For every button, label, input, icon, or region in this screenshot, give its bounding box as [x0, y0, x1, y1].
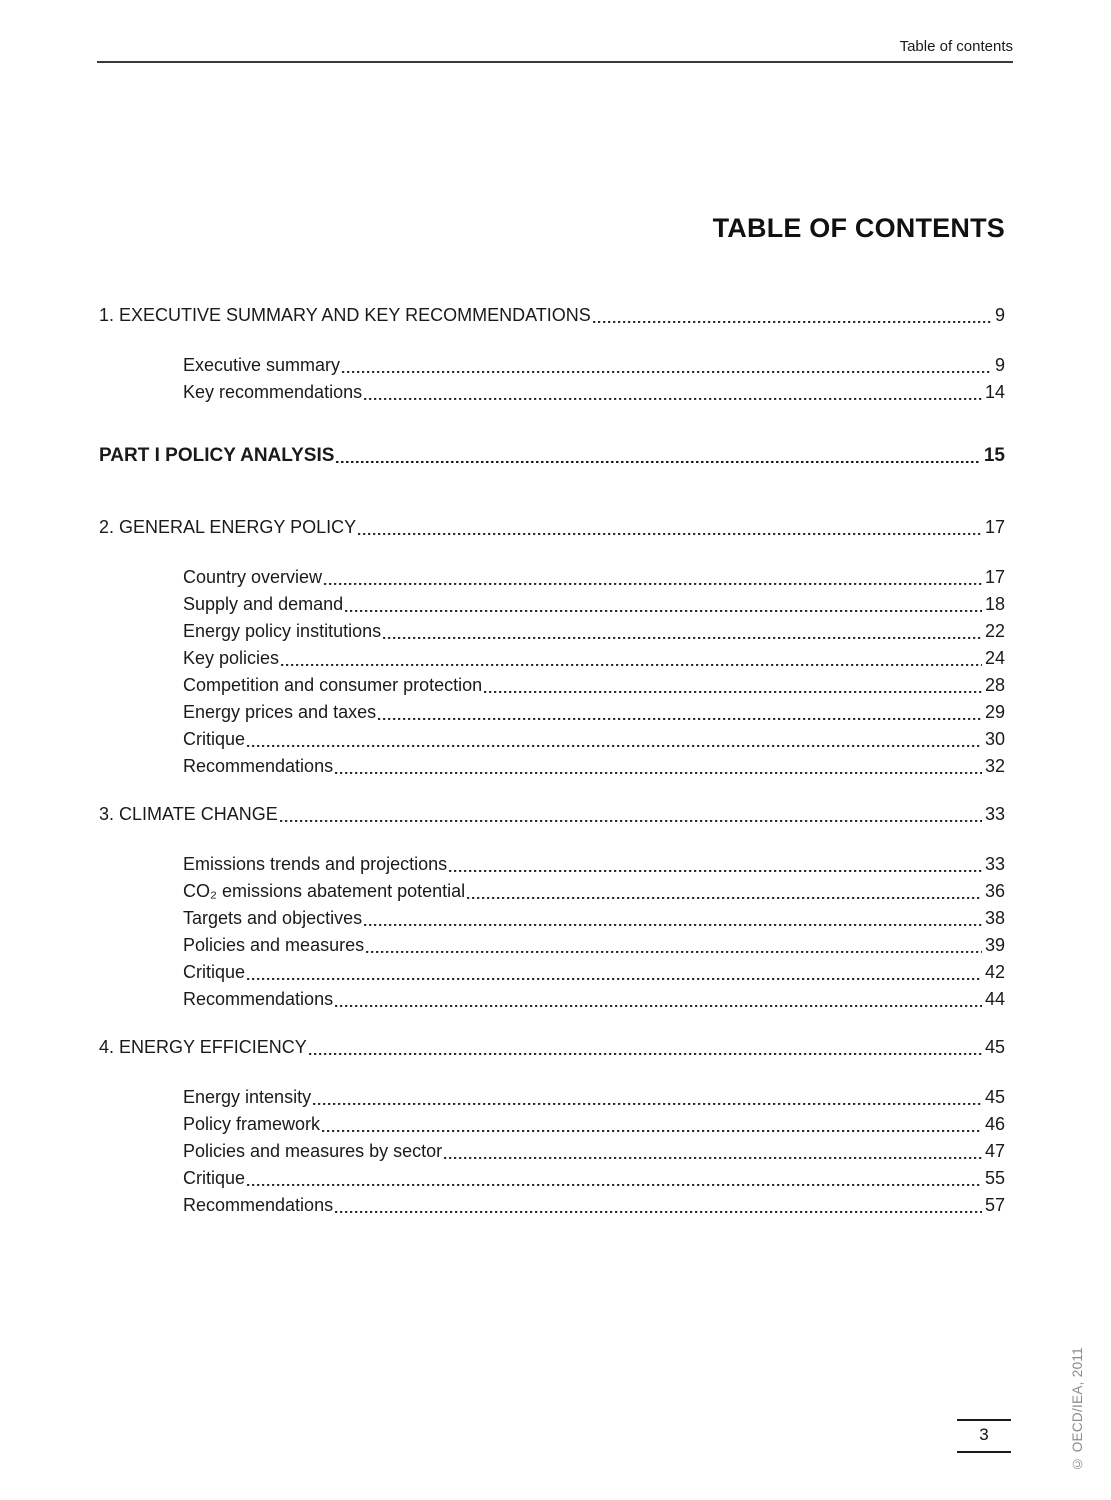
dot-leader [335, 986, 982, 1013]
toc-sub-entry [99, 851, 1005, 878]
toc-entry-page: 45 [984, 1037, 1005, 1057]
toc-chapter-entry [99, 514, 1005, 541]
toc-sub-entry [99, 905, 1005, 932]
toc-sub-entry [99, 1111, 1005, 1138]
toc-entry-label: 1. EXECUTIVE SUMMARY AND KEY RECOMMENDATIONS [99, 305, 591, 325]
toc-part-entry [99, 442, 1005, 469]
toc-entry-label: Energy prices and taxes [183, 702, 377, 722]
toc-entry-label: 4. ENERGY EFFICIENCY [99, 1037, 307, 1057]
toc-subentries [99, 1084, 1005, 1219]
toc-sub-entry [99, 1165, 1005, 1192]
toc-sub-entry [99, 1192, 1005, 1219]
toc-entry-page: 32 [984, 756, 1005, 776]
toc-content [99, 0, 1005, 1219]
toc-chapter-entry [99, 801, 1005, 828]
dot-leader [281, 645, 982, 672]
toc-entry-page: 47 [984, 1141, 1005, 1161]
toc-entry-label: Competition and consumer protection [183, 675, 483, 695]
toc-entry-label: Policy framework [183, 1114, 321, 1134]
toc-sub-entry [99, 753, 1005, 780]
toc-section-4 [99, 1034, 1005, 1219]
copyright-notice: © OECD/IEA, 2011 [1070, 1347, 1085, 1472]
toc-sub-entry [99, 986, 1005, 1013]
toc-subentries [99, 352, 1005, 406]
toc-sub-entry [99, 564, 1005, 591]
toc-sub-entry [99, 1084, 1005, 1111]
running-header: Table of contents [97, 38, 1013, 63]
toc-sub-entry [99, 878, 1005, 905]
toc-entry-page: 57 [984, 1195, 1005, 1215]
toc-entry-page: 46 [984, 1114, 1005, 1134]
dot-leader [366, 932, 982, 959]
toc-entry-label: Recommendations [183, 756, 334, 776]
dot-leader [378, 699, 982, 726]
toc-chapter-entry [99, 302, 1005, 329]
dot-leader [449, 851, 982, 878]
toc-entry-page: 17 [984, 567, 1005, 587]
dot-leader [335, 1192, 982, 1219]
dot-leader [247, 726, 982, 753]
toc-sub-entry [99, 591, 1005, 618]
toc-section-1 [99, 302, 1005, 406]
toc-entry-label: Key policies [183, 648, 280, 668]
dot-leader [322, 1111, 982, 1138]
toc-chapter-entry [99, 1034, 1005, 1061]
toc-sub-entry [99, 1138, 1005, 1165]
toc-section-3 [99, 801, 1005, 1013]
toc-sub-entry [99, 726, 1005, 753]
toc-entry-label: Policies and measures [183, 935, 365, 955]
toc-subentries [99, 564, 1005, 780]
page-number: 3 [957, 1419, 1011, 1453]
dot-leader [358, 514, 982, 541]
toc-entry-label: Supply and demand [183, 594, 344, 614]
toc-entry-page: 29 [984, 702, 1005, 722]
toc-entry-page: 9 [994, 305, 1005, 325]
toc-sub-entry [99, 959, 1005, 986]
toc-entry-page: 18 [984, 594, 1005, 614]
toc-section-2 [99, 514, 1005, 780]
page-title: TABLE OF CONTENTS [712, 213, 1005, 243]
dot-leader [364, 379, 982, 406]
toc-entry-label: Recommendations [183, 1195, 334, 1215]
toc-entry-label: Critique [183, 1168, 246, 1188]
toc-entry-label: Key recommendations [183, 382, 363, 402]
toc-entry-label: Policies and measures by sector [183, 1141, 443, 1161]
toc-entry-page: 39 [984, 935, 1005, 955]
toc-entry-page: 14 [984, 382, 1005, 402]
toc-section-part-1 [99, 442, 1005, 469]
toc-entry-label: CO₂ emissions abatement potential [183, 881, 466, 901]
toc-entry-page: 9 [994, 355, 1005, 375]
toc-entry-label: Executive summary [183, 355, 341, 375]
toc-entry-page: 28 [984, 675, 1005, 695]
toc-entry-page: 22 [984, 621, 1005, 641]
toc-entry-page: 33 [984, 854, 1005, 874]
toc-entry-page: 45 [984, 1087, 1005, 1107]
toc-entry-page: 42 [984, 962, 1005, 982]
dot-leader [309, 1034, 982, 1061]
toc-entry-page: 15 [983, 445, 1005, 466]
toc-entry-page: 38 [984, 908, 1005, 928]
dot-leader [324, 564, 982, 591]
toc-entry-page: 24 [984, 648, 1005, 668]
toc-sub-entry [99, 645, 1005, 672]
toc-entry-label: 2. GENERAL ENERGY POLICY [99, 517, 357, 537]
dot-leader [484, 672, 982, 699]
toc-entry-label: Recommendations [183, 989, 334, 1009]
dot-leader [383, 618, 982, 645]
dot-leader [247, 1165, 982, 1192]
toc-entry-label: Country overview [183, 567, 323, 587]
dot-leader [280, 801, 982, 828]
toc-entry-label: Critique [183, 729, 246, 749]
toc-entry-page: 55 [984, 1168, 1005, 1188]
toc-entry-page: 33 [984, 804, 1005, 824]
toc-sub-entry [99, 932, 1005, 959]
table-of-contents [99, 302, 1005, 1219]
toc-sub-entry [99, 699, 1005, 726]
toc-entry-label: 3. CLIMATE CHANGE [99, 804, 278, 824]
toc-entry-label: Energy intensity [183, 1087, 312, 1107]
dot-leader [335, 753, 982, 780]
dot-leader [247, 959, 982, 986]
dot-leader [342, 352, 992, 379]
toc-sub-entry [99, 352, 1005, 379]
toc-sub-entry [99, 618, 1005, 645]
dot-leader [345, 591, 982, 618]
dot-leader [313, 1084, 982, 1111]
toc-entry-page: 30 [984, 729, 1005, 749]
toc-entry-label: PART I POLICY ANALYSIS [99, 445, 335, 466]
dot-leader [467, 878, 982, 905]
toc-entry-page: 17 [984, 517, 1005, 537]
toc-sub-entry [99, 379, 1005, 406]
dot-leader [336, 442, 980, 469]
dot-leader [444, 1138, 982, 1165]
toc-entry-label: Energy policy institutions [183, 621, 382, 641]
toc-entry-label: Emissions trends and projections [183, 854, 448, 874]
toc-entry-label: Critique [183, 962, 246, 982]
toc-sub-entry [99, 672, 1005, 699]
toc-entry-label: Targets and objectives [183, 908, 363, 928]
dot-leader [364, 905, 982, 932]
dot-leader [593, 302, 992, 329]
toc-entry-page: 44 [984, 989, 1005, 1009]
toc-subentries [99, 851, 1005, 1013]
toc-entry-page: 36 [984, 881, 1005, 901]
